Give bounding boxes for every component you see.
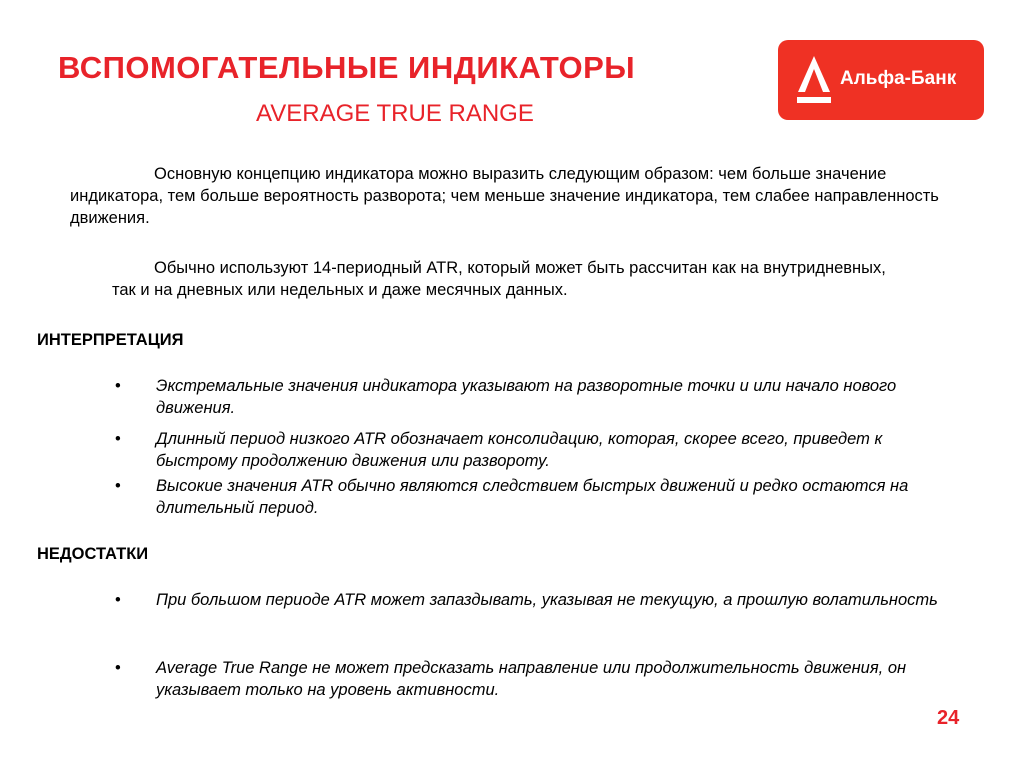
intro-paragraph-1: Основную концепцию индикатора можно выразить следующим образом: чем больше значение индикатора, тем больше вероятность разворота; чем меньше значение индикатора, тем слабее направленность движения. (70, 165, 939, 227)
bullet-icon: • (115, 591, 121, 609)
list-item (115, 589, 955, 611)
alfa-letter-icon (794, 54, 834, 106)
bullet-icon: • (115, 477, 121, 495)
interpretation-heading: ИНТЕРПРЕТАЦИЯ (37, 331, 184, 349)
list-item-text: Высокие значения ATR обычно являются следствием быстрых движений и редко остаются на длительный период. (156, 477, 909, 517)
bullet-icon: • (115, 377, 121, 395)
list-item (115, 375, 955, 419)
page-number: 24 (937, 707, 960, 729)
logo-text: Альфа-Банк (840, 68, 957, 89)
list-item-text: Экстремальные значения индикатора указывают на разворотные точки и или начало нового движения. (156, 377, 897, 417)
list-item (115, 475, 955, 519)
drawbacks-heading: НЕДОСТАТКИ (37, 545, 149, 563)
alfa-bank-logo (778, 40, 984, 120)
list-item-text: При большом периоде ATR может запаздывать, указывая не текущую, а прошлую волатильность (156, 591, 938, 609)
page-title: ВСПОМОГАТЕЛЬНЫЕ ИНДИКАТОРЫ (58, 50, 636, 85)
list-item (115, 657, 955, 701)
list-item (115, 428, 955, 472)
bullet-icon: • (115, 659, 121, 677)
intro-paragraph-2: Обычно используют 14-периодный ATR, который может быть рассчитан как на внутридневных, так и на дневных или недельных и даже месячных данных. (112, 259, 886, 299)
page-subtitle: AVERAGE TRUE RANGE (256, 100, 534, 127)
list-item-text: Длинный период низкого ATR обозначает консолидацию, которая, скорее всего, приведет к быстрому продолжению движения или развороту. (156, 430, 883, 470)
list-item-text: Average True Range не может предсказать направление или продолжительность движения, он указывает только на уровень активности. (156, 659, 907, 699)
bullet-icon: • (115, 430, 121, 448)
